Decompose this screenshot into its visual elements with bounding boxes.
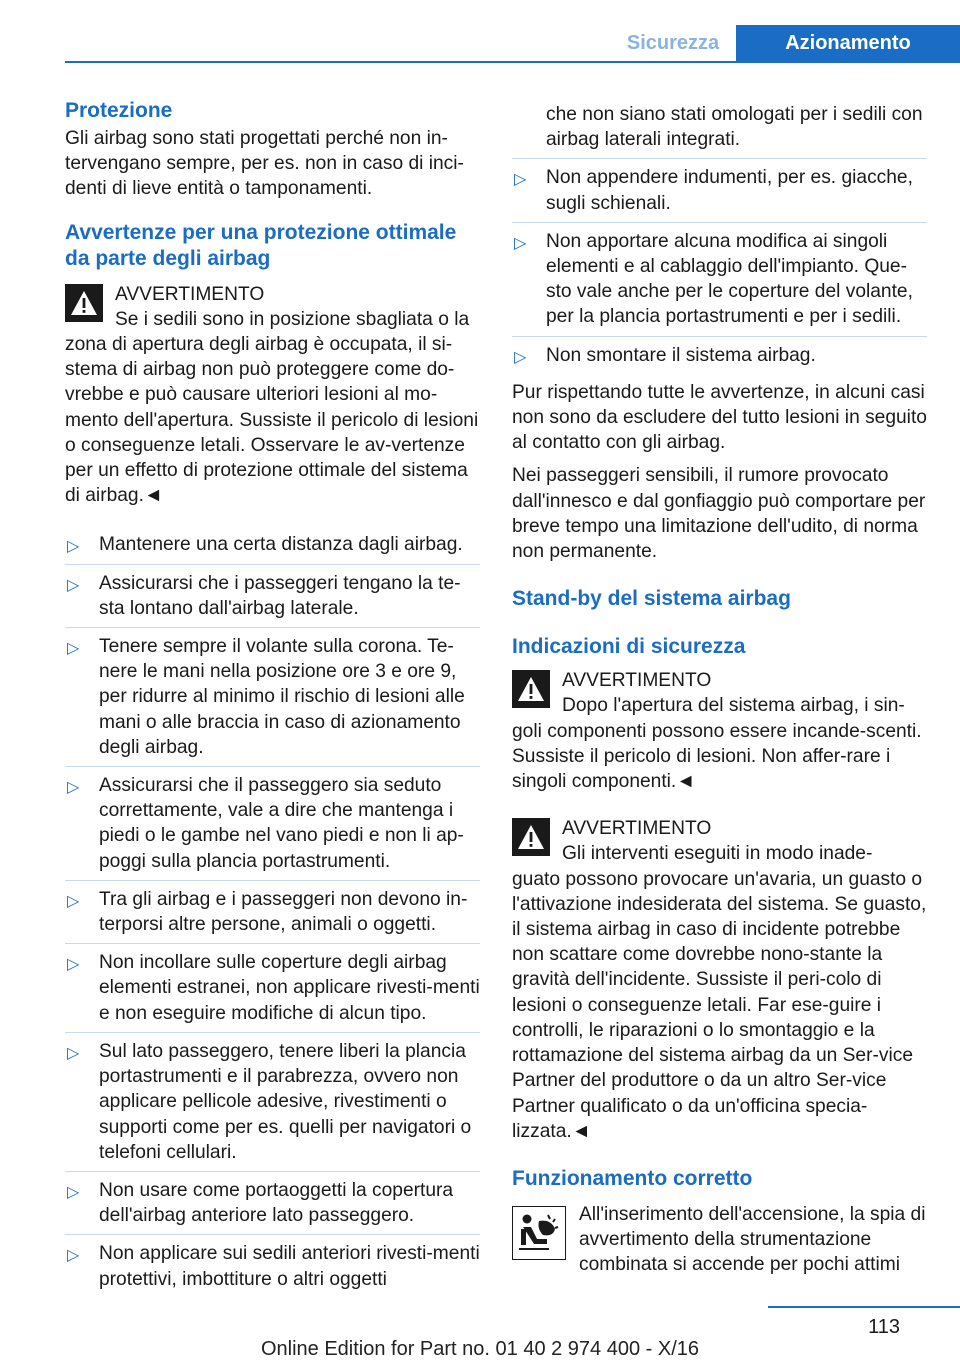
warning-title: AVVERTIMENTO — [562, 670, 712, 692]
bullet-list-left — [65, 526, 480, 1297]
triangle-bullet-icon: ▷ — [67, 538, 80, 556]
warning-triangle-icon — [65, 284, 103, 322]
right-column — [512, 100, 927, 1278]
header-tabs — [610, 25, 960, 61]
list-item: ▷ Tra gli airbag e i passeggeri non devono in-terporsi altre persone, animali o oggetti. — [65, 881, 480, 944]
warning-text-first: Gli interventi eseguiti in modo inade- — [562, 843, 873, 865]
heading-protezione: Protezione — [65, 99, 173, 122]
warning-triangle-icon — [512, 670, 550, 708]
list-item: ▷ Sul lato passeggero, tenere liberi la plancia portastrumenti e il parabrezza, ovvero non applicare pellicole adesive, rivestimenti o supporti come per es. quelli per navigatori o telefoni cellulari. — [65, 1033, 480, 1172]
paragraph-avvertenze-lesioni: Pur rispettando tutte le avvertenze, in alcuni casi non sono da escludere del tutto lesioni in seguito al contatto con gli airbag. — [512, 381, 927, 454]
triangle-bullet-icon: ▷ — [67, 1183, 80, 1201]
list-item: ▷ Non smontare il sistema airbag. — [512, 337, 927, 374]
triangle-bullet-icon: ▷ — [67, 956, 80, 974]
list-item: ▷ Non usare come portaoggetti la copertura dell'airbag anteriore lato passeggero. — [65, 1172, 480, 1235]
tab-azionamento: Azionamento — [736, 25, 960, 61]
warning-text: zona di apertura degli airbag è occupata, il si-stema di airbag non può proteggere come do-vrebbe e può causare ulteriori lesioni al mo-mento dell'apertura. Sussiste il pericolo di lesioni o conseguenze letali. Osservare le av-vertenze per un effetto di protezione ottimale del sistema di airbag.◄ — [65, 334, 479, 507]
bullet-list-right — [512, 100, 927, 374]
triangle-bullet-icon: ▷ — [67, 1247, 80, 1265]
warning-triangle-icon — [512, 818, 550, 856]
warning-box-2 — [512, 816, 927, 1144]
triangle-bullet-icon: ▷ — [67, 892, 80, 910]
warning-box — [65, 282, 480, 509]
list-item: ▷ Assicurarsi che i passeggeri tengano la te-sta lontano dall'airbag laterale. — [65, 565, 480, 628]
funzionamento-block — [512, 1202, 927, 1278]
paragraph-passeggeri-sensibili: Nei passeggeri sensibili, il rumore provocato dall'innesco e dal gonfiaggio può comportare per breve tempo una limitazione dell'udito, di norma non permanente. — [512, 465, 926, 563]
triangle-bullet-icon: ▷ — [514, 171, 527, 189]
triangle-bullet-icon: ▷ — [67, 640, 80, 658]
triangle-bullet-icon: ▷ — [67, 576, 80, 594]
triangle-bullet-icon: ▷ — [67, 1044, 80, 1062]
list-item: ▷ Non incollare sulle coperture degli airbag elementi estranei, non applicare rivesti-menti e non eseguire modifiche di alcun tipo. — [65, 944, 480, 1033]
list-item: ▷ Tenere sempre il volante sulla corona. Te-nere le mani nella posizione ore 3 e ore 9, per ridurre al minimo il rischio di lesioni alle mani o alle braccia in caso di azionamento degli airbag. — [65, 628, 480, 767]
list-item: ▷ Mantenere una certa distanza dagli airbag. — [65, 526, 480, 564]
warning-text: goli componenti possono essere incande-scenti. Sussiste il pericolo di lesioni. Non affer-rare i singoli componenti.◄ — [512, 720, 922, 793]
triangle-bullet-icon: ▷ — [514, 348, 527, 366]
warning-title: AVVERTIMENTO — [562, 818, 712, 840]
warning-text: guato possono provocare un'avaria, un guasto o l'attivazione indesiderata del sistema. Se guasto, il sistema airbag in caso di incidente potrebbe non scattare come dovrebbe nono-stante la gravità dell'incidente. Sussiste il peri-colo di lesioni o conseguenze letali. Far ese-guire i controlli, le riparazioni o lo smontaggio e la rottamazione del sistema airbag da un Ser-vice Partner del produttore o da un altro Ser-vice Partner qualificato o da un'officina specia-lizzata.◄ — [512, 868, 927, 1142]
header-rule — [65, 61, 960, 63]
funzionamento-text: All'inserimento dell'accensione, la spia di avvertimento della strumentazione combinata si accende per pochi attimi — [579, 1203, 926, 1276]
airbag-warning-light-icon — [512, 1206, 566, 1260]
list-item: ▷ Non applicare sui sedili anteriori rivesti-menti protettivi, imbottiture o altri oggetti — [67, 1243, 480, 1290]
heading-avvertenze: Avvertenze per una protezione ottimale da parte degli airbag — [65, 220, 457, 270]
warning-box-1 — [512, 668, 927, 794]
triangle-bullet-icon: ▷ — [514, 234, 527, 252]
warning-title: AVVERTIMENTO — [115, 283, 265, 305]
heading-standby: Stand-by del sistema airbag — [512, 587, 791, 611]
list-item-continued: che non siano stati omologati per i sedili con airbag laterali integrati. — [512, 100, 927, 159]
list-item: ▷ Assicurarsi che il passeggero sia seduto correttamente, vale a dire che mantenga i piedi o le gambe nel vano piedi e non li ap-poggi sulla plancia portastrumenti. — [65, 767, 480, 881]
list-item: ▷ Non appendere indumenti, per es. giacche, sugli schienali. — [512, 159, 927, 222]
list-item: ▷ Non apportare alcuna modifica ai singoli elementi e al cablaggio dell'impianto. Que-sto vale anche per le coperture del volante, per la plancia portastrumenti e per i sedili. — [512, 223, 927, 337]
tab-sicurezza: Sicurezza — [626, 31, 720, 54]
footer-rule — [768, 1306, 960, 1308]
warning-text-first: Se i sedili sono in posizione sbagliata o la — [115, 308, 470, 330]
left-column — [65, 98, 480, 1298]
footer-edition: Online Edition for Part no. 01 40 2 974 400 - X/16 — [260, 1338, 700, 1360]
paragraph-protezione: Gli airbag sono stati progettati perché non in-tervengano sempre, per es. non in caso di inci-denti di lieve entità o tamponamenti. — [65, 128, 464, 200]
heading-indicazioni: Indicazioni di sicurezza — [512, 635, 746, 659]
triangle-bullet-icon: ▷ — [67, 779, 80, 797]
warning-text-first: Dopo l'apertura del sistema airbag, i sin- — [562, 695, 905, 717]
heading-funzionamento: Funzionamento corretto — [512, 1166, 753, 1190]
page-number: 113 — [868, 1316, 900, 1338]
